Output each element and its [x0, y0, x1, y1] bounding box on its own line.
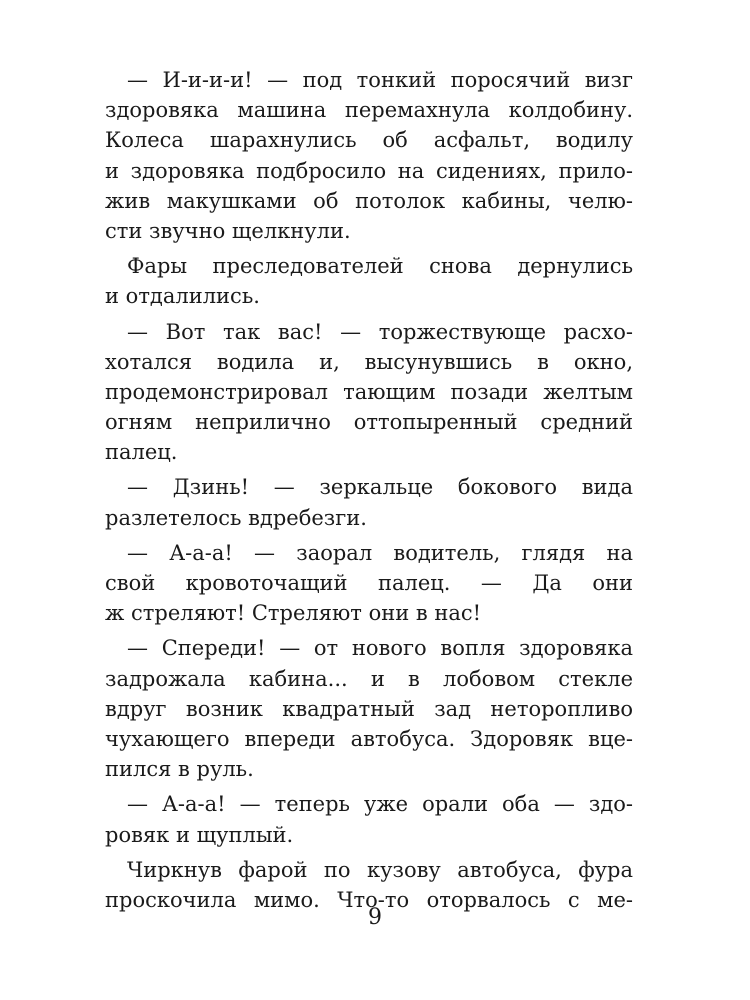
text-line: — И-и-и-и! — под тонкий поросячий визг [127, 68, 633, 92]
text-line: разлетелось вдребезги. [105, 505, 367, 530]
text-line: — Вот так вас! — торжествующе расхо- [127, 319, 633, 344]
text-line: чухающего впереди автобуса. Здоровяк вце- [105, 726, 633, 751]
text-line: продемонстрировал тающим позади желтым [105, 379, 633, 404]
text-line: — А-а-а! — теперь уже орали оба — здо- [127, 792, 633, 817]
body-text [105, 65, 633, 915]
text-line: задрожала кабина... и в лобовом стекле [105, 666, 633, 691]
paragraph [105, 789, 633, 849]
text-line: ж стреляют! Стреляют они в нас! [105, 601, 482, 626]
text-line: здоровяка машина перемахнула колдобину. [105, 98, 633, 123]
text-line: хотался водила и, высунувшись в окно, [105, 349, 633, 374]
text-line: сти звучно щелкнули. [105, 218, 351, 243]
text-line: палец. [105, 440, 178, 465]
paragraph [105, 317, 633, 468]
paragraph [105, 251, 633, 311]
text-line: свой кровоточащий палец. — Да они [105, 571, 633, 595]
text-line: — Дзинь! — зеркальце бокового вида [127, 475, 633, 500]
text-line: проскочила мимо. Что-то оторвалось с ме- [105, 887, 633, 912]
paragraph [105, 65, 633, 246]
text-line: и здоровяка подбросило на сидениях, прило- [105, 158, 633, 183]
text-line: — Спереди! — от нового вопля здоровяка [127, 636, 633, 661]
text-line: и отдалились. [105, 284, 260, 309]
paragraph [105, 472, 633, 532]
text-line: — А-а-а! — заорал водитель, глядя на [127, 540, 633, 565]
page-number: 9 [368, 905, 382, 930]
text-line: Колеса шарахнулись об асфальт, водилу [105, 128, 633, 153]
text-line: пился в руль. [105, 757, 254, 782]
paragraph [105, 538, 633, 629]
text-line: Чиркнув фарой по кузову автобуса, фура [127, 857, 633, 882]
text-line: Фары преследователей снова дернулись [127, 254, 633, 279]
text-line: вдруг возник квадратный зад неторопливо [105, 696, 633, 721]
text-line: жив макушками об потолок кабины, челю- [105, 188, 633, 213]
text-line: огням неприлично оттопыренный средний [105, 410, 633, 435]
text-line: ровяк и щуплый. [105, 822, 294, 847]
paragraph [105, 633, 633, 784]
